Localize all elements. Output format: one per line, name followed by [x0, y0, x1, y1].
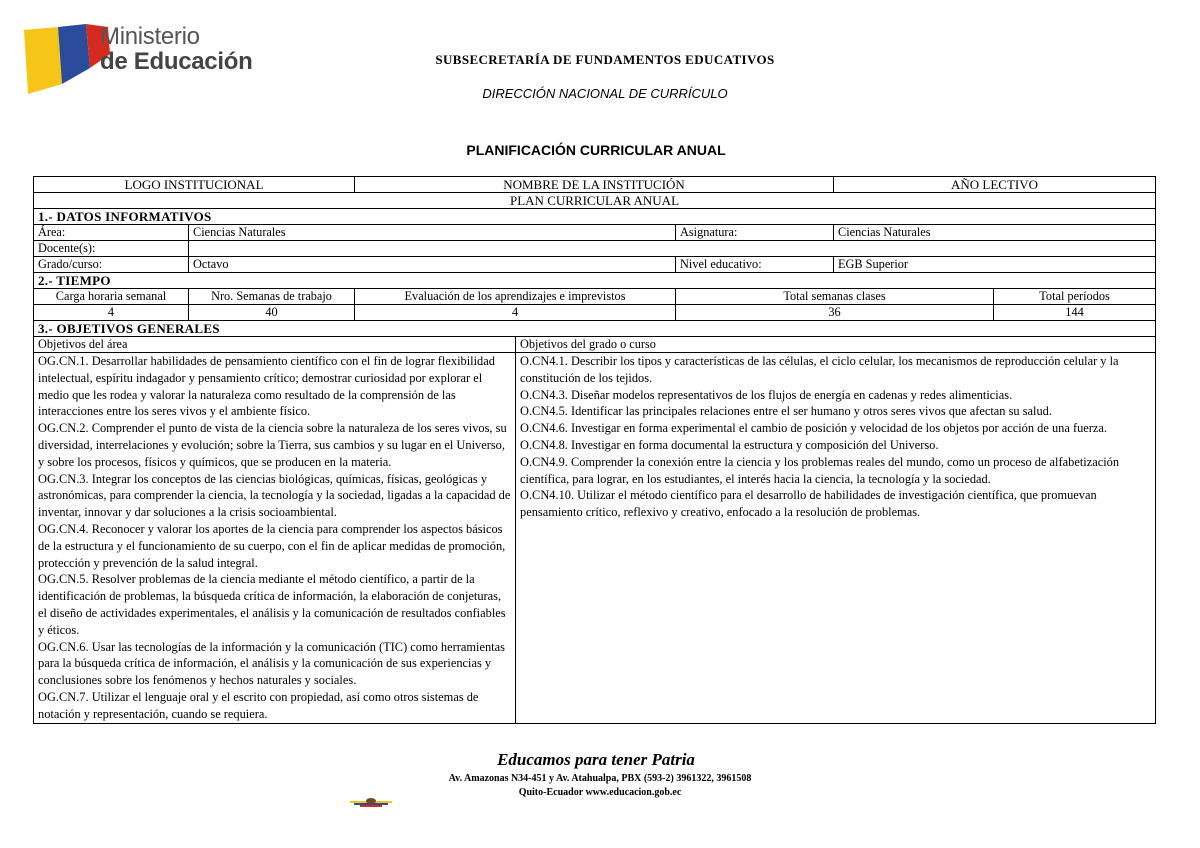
- table-row: [34, 241, 1156, 257]
- section-datos-informativos: 1.- DATOS INFORMATIVOS: [34, 209, 1156, 225]
- direccion-heading: DIRECCIÓN NACIONAL DE CURRÍCULO: [482, 86, 728, 101]
- tiempo-value: 4: [34, 305, 189, 321]
- table-row: [34, 273, 1156, 289]
- tiempo-header: Total semanas clases: [676, 289, 994, 305]
- plan-curricular-heading: PLAN CURRICULAR ANUAL: [34, 193, 1156, 209]
- asignatura-value: Ciencias Naturales: [834, 225, 1156, 241]
- brand-line2: de Educación: [100, 48, 253, 75]
- docente-value: [189, 241, 1156, 257]
- table-row: [34, 353, 1156, 724]
- list-item: OG.CN.7. Utilizar el lenguaje oral y el escrito con propiedad, así como otros sistemas de notación y representación, cuando se requiera.: [38, 689, 479, 721]
- tiempo-header: Evaluación de los aprendizajes e imprevistos: [355, 289, 676, 305]
- objetivos-grado-label: Objetivos del grado o curso: [516, 337, 1156, 353]
- list-item: O.CN4.3. Diseñar modelos representativos de los flujos de energía en cadenas y redes alimenticias.: [520, 387, 1013, 402]
- table-row: [34, 257, 1156, 273]
- table-row: [34, 321, 1156, 337]
- footer-city-web: Quito-Ecuador www.educacion.gob.ec: [518, 787, 682, 798]
- nivel-value: EGB Superior: [834, 257, 1156, 273]
- anio-lectivo-cell: AÑO LECTIVO: [834, 177, 1156, 193]
- list-item: OG.CN.2. Comprender el punto de vista de la ciencia sobre la naturaleza de los seres vivos, su diversidad, interrelaciones y evolución; sobre la Tierra, sus cambios y su lugar en el Universo, y sobre los procesos, físicos y químicos, que se producen en la materia.: [38, 421, 507, 469]
- tiempo-value: 40: [189, 305, 355, 321]
- objetivos-area-list: [34, 353, 516, 724]
- table-row: [34, 225, 1156, 241]
- objetivos-area-label: Objetivos del área: [34, 337, 516, 353]
- list-item: OG.CN.3. Integrar los conceptos de las ciencias biológicas, químicas, físicas, geológicas y astronómicas, para comprender la ciencia, la tecnología y la sociedad, ligadas a la capacidad de inventar, innovar y dar soluciones a la crisis socioambiental.: [38, 471, 511, 520]
- grado-label: Grado/curso:: [34, 257, 189, 273]
- logo-institucional-cell: LOGO INSTITUCIONAL: [34, 177, 355, 193]
- tiempo-header: Carga horaria semanal: [34, 289, 189, 305]
- section-tiempo: 2.- TIEMPO: [34, 273, 1156, 289]
- nombre-institucion-cell: NOMBRE DE LA INSTITUCIÓN: [355, 177, 834, 193]
- list-item: OG.CN.4. Reconocer y valorar los aportes de la ciencia para comprender los aspectos básicos de la estructura y el funcionamiento de su cuerpo, con el fin de aplicar medidas de promoción, protección y prevención de la salud integral.: [38, 521, 506, 570]
- coat-of-arms-icon: [350, 797, 392, 807]
- tiempo-value: 4: [355, 305, 676, 321]
- docente-label: Docente(s):: [34, 241, 189, 257]
- footer-address: Av. Amazonas N34-451 y Av. Atahualpa, PBX (593-2) 3961322, 3961508: [448, 773, 752, 784]
- tiempo-header: Nro. Semanas de trabajo: [189, 289, 355, 305]
- objetivos-grado-list: [516, 353, 1156, 724]
- list-item: O.CN4.10. Utilizar el método científico para el desarrollo de habilidades de investigación científica, que promuevan pensamiento crítico, reflexivo y creativo, enfocado a la resolución de problemas.: [520, 488, 1097, 520]
- tiempo-value: 144: [994, 305, 1156, 321]
- tiempo-value: 36: [676, 305, 994, 321]
- list-item: O.CN4.1. Describir los tipos y características de las células, el ciclo celular, los mecanismos de reproducción celular y la constitución de los tejidos.: [520, 354, 1119, 385]
- list-item: OG.CN.5. Resolver problemas de la ciencia mediante el método científico, a partir de la identificación de problemas, la búsqueda crítica de información, la elaboración de conjeturas, el diseño de actividades experimentales, el análisis y la comunicación de resultados confiables y éticos.: [38, 572, 506, 637]
- table-row: [34, 289, 1156, 305]
- footer-slogan: Educamos para tener Patria: [497, 750, 695, 769]
- table-row: [34, 337, 1156, 353]
- area-value: Ciencias Naturales: [189, 225, 676, 241]
- grado-value: Octavo: [189, 257, 676, 273]
- subsecretaria-heading: SUBSECRETARÍA DE FUNDAMENTOS EDUCATIVOS: [435, 52, 775, 67]
- area-label: Área:: [34, 225, 189, 241]
- tiempo-header: Total períodos: [994, 289, 1156, 305]
- asignatura-label: Asignatura:: [676, 225, 834, 241]
- list-item: O.CN4.6. Investigar en forma experimental el cambio de posición y velocidad de los objetos por acción de una fuerza.: [520, 421, 1107, 436]
- plan-table: [33, 176, 1156, 724]
- list-item: O.CN4.5. Identificar las principales relaciones entre el ser humano y otros seres vivos que afectan su salud.: [520, 404, 1052, 419]
- nivel-label: Nivel educativo:: [676, 257, 834, 273]
- table-row: [34, 305, 1156, 321]
- list-item: O.CN4.9. Comprender la conexión entre la ciencia y los problemas reales del mundo, como un proceso de alfabetización científica, para lograr, en los estudiantes, el interés hacia la ciencia, la tecnología y la sociedad.: [520, 454, 1120, 486]
- page-title: PLANIFICACIÓN CURRICULAR ANUAL: [466, 142, 726, 158]
- table-row: [34, 209, 1156, 225]
- section-objetivos-generales: 3.- OBJETIVOS GENERALES: [34, 321, 1156, 337]
- table-row: [34, 177, 1156, 193]
- brand-line1: Ministerio: [100, 23, 200, 50]
- list-item: OG.CN.1. Desarrollar habilidades de pensamiento científico con el fin de lograr flexibilidad intelectual, espíritu indagador y pensamiento crítico; demostrar curiosidad por explorar el medio que les rodea y valorar la naturaleza como resultado de la comprensión de las interacciones entre los seres vivos y el ambiente físico.: [38, 354, 495, 419]
- list-item: OG.CN.6. Usar las tecnologías de la información y la comunicación (TIC) como herramientas para la búsqueda crítica de información, el análisis y la comunicación de sus experiencias y conclusiones sobre los fenómenos y hechos naturales y sociales.: [38, 639, 505, 688]
- list-item: O.CN4.8. Investigar en forma documental la estructura y composición del Universo.: [520, 437, 939, 452]
- table-row: [34, 193, 1156, 209]
